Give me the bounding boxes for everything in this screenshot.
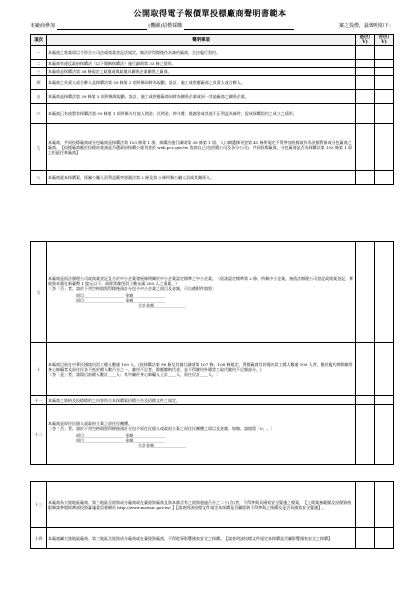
yes-checkbox-cell[interactable]: [356, 171, 375, 185]
row-text: 本廠商已有或將有採購法第 59 條第 1 項所稱支付他人佣金、比例金、仲介費、後謝金或其他不正利益為條件，促成採購契約之成立之情形。: [47, 104, 356, 124]
table-row: [31, 528, 394, 549]
row-text: 本廠商為大陸地區廠商、第三地區含陸資成分廠商或在臺陸資廠商且資本額含有之陸資超過百分之二十(含)者，不得參與具國家安全疑慮之標案，【上開業務範圍及投標資格限制請參閱經濟部投資審議委員會網站 http://www.moeaic.gov.tw/ 】【請查明該投標文件規定本採購是否屬陸資不得參與之採購及是否具國家安全疑慮】。: [47, 482, 356, 528]
row-number: 三: [31, 68, 47, 76]
total-amount-line[interactable]: 合計金額＿＿＿＿＿＿＿＿: [138, 303, 186, 308]
header-no: 否(打V): [375, 35, 394, 46]
header-item: 項次: [31, 35, 47, 46]
no-checkbox-cell[interactable]: [375, 171, 394, 185]
row-text: 本廠商、共同投標廠商或分包廠商是採購法第 103 條第 1 項、採購法施行細則第 38 條第 1 項、入口網選擇刊登第 41 條所規定不得參加投標或作為決標對象或分包廠商之廠商。【投標廠商應於投標前查詢是否遭政府採購公報刊登於 web.pcc.gov.tw 查詢自己(包括總公司及各分公司)、共同投標廠商、分包廠商是否為採購法第 103 條第 1 項之拒絕往來廠商】: [47, 124, 356, 171]
yes-checkbox-cell[interactable]: [356, 343, 375, 396]
no-checkbox-cell[interactable]: [375, 242, 394, 343]
yes-checkbox-cell[interactable]: [356, 482, 375, 528]
row-main-text: 本廠商是原住民個人或政府立案之原住民團體。: [48, 421, 132, 426]
no-checkbox-cell[interactable]: [375, 90, 394, 104]
intro-case-suffix: 案之投標，茲聲明如下：: [338, 23, 394, 29]
no-checkbox-cell[interactable]: [375, 124, 394, 171]
table-row: [31, 482, 394, 528]
item-line[interactable]: 項目＿＿＿＿＿＿＿＿＿＿ 金額＿＿＿＿＿＿＿＿: [76, 293, 166, 298]
table-row: [31, 343, 394, 396]
no-checkbox-cell[interactable]: [375, 528, 394, 549]
no-checkbox-cell[interactable]: [375, 68, 394, 76]
yes-checkbox-cell[interactable]: [356, 68, 375, 76]
row-text: 本廠商就本採購案，係屬公職人員利益衝突迴避法第 2 條及第 3 條所稱公職人員或其關係人。: [47, 171, 356, 185]
table-row: [31, 171, 394, 185]
no-checkbox-cell[interactable]: [375, 482, 394, 528]
no-checkbox-cell[interactable]: [375, 46, 394, 60]
yes-checkbox-cell[interactable]: [356, 104, 375, 124]
row-text: 本廠商屬大陸地區廠商、第三地區含陸資成分廠商或在臺陸資廠商，不得從事影響國家安全之採購。【請查明該投標文件規定本採購是否屬影響國家安全之採購】: [47, 528, 356, 549]
item-line[interactable]: 項目＿＿＿＿＿＿＿＿＿＿ 金額＿＿＿＿＿＿＿＿: [76, 433, 166, 438]
table-row: [31, 90, 394, 104]
table-row: [31, 104, 394, 124]
table-header: [31, 35, 394, 46]
row-number: 一: [31, 46, 47, 60]
table-row: [31, 76, 394, 90]
row-number: 七: [31, 124, 47, 171]
yes-checkbox-cell[interactable]: [356, 46, 375, 60]
row-note-text: 〔答「否」者，請於下列空格填寫得標後預計分包予中小企業之項目及金額，可自備附件填寫〕: [48, 286, 216, 291]
row-text: 本廠商之營業項目不符合公司法或商業登記法規定，無法於得標後作為簽約廠商，合法履行契約。: [47, 46, 356, 60]
row-text: [47, 405, 356, 465]
row-text: [47, 343, 356, 396]
no-checkbox-cell[interactable]: [375, 104, 394, 124]
header-matter: 聲明事項: [47, 35, 356, 46]
intro-agency-suffix: (機關)招標採購: [148, 23, 183, 29]
no-checkbox-cell[interactable]: [375, 76, 394, 90]
no-checkbox-cell[interactable]: [375, 60, 394, 68]
table-row: [31, 46, 394, 60]
declaration-table-3: [30, 481, 394, 549]
no-checkbox-cell[interactable]: [375, 405, 394, 465]
row-text: 本廠商是採購法第 38 條規定之政黨或與政黨具關係企業關係之廠商。: [47, 68, 356, 76]
row-number: 十二: [31, 405, 47, 465]
row-number: 八: [31, 171, 47, 185]
declaration-table-2: [30, 241, 394, 465]
table-row: [31, 242, 394, 343]
row-number: 四: [31, 76, 47, 90]
row-number: 十一: [31, 396, 47, 405]
row-number: 二: [31, 60, 47, 68]
agency-name-field[interactable]: [57, 24, 147, 30]
row-number: 十: [31, 343, 47, 396]
form-title: 公開取得電子報價單投標廠商聲明書範本: [133, 8, 287, 18]
table-row: [31, 124, 394, 171]
row-text: [47, 242, 356, 343]
row-main-text: 本廠商目前在中華民國境內員工總人數逾 100 人。(依採購法第 98 條及其施行細則第 107 條、108 條規定，得標廠商其於國內員工總人數逾 100 人者，應於履約期間僱用身心障礙者及原住民各不低於總人數百分之一，僱用不足者，除應繳納代金，並不得僱用外籍勞工取代僱用不足額部分。): [48, 361, 353, 372]
row-number: 十三: [31, 482, 47, 528]
row-number: 十四: [31, 528, 47, 549]
yes-checkbox-cell[interactable]: [356, 124, 375, 171]
yes-checkbox-cell[interactable]: [356, 90, 375, 104]
no-checkbox-cell[interactable]: [375, 343, 394, 396]
case-name-field[interactable]: [184, 24, 294, 30]
row-number: 五: [31, 90, 47, 104]
yes-checkbox-cell[interactable]: [356, 396, 375, 405]
row-number: 六: [31, 104, 47, 124]
yes-checkbox-cell[interactable]: [356, 528, 375, 549]
row-text: 本廠商之資格及投標標的之內容符合本採購案招標公告及招標文件之規定。: [47, 396, 356, 405]
yes-checkbox-cell[interactable]: [356, 405, 375, 465]
row-text: 本廠商之負責人或合夥人是採購法第 39 條第 2 項所稱同時為規劃、設計、施工或供應廠商之負責人或合夥人。: [47, 76, 356, 90]
item-line[interactable]: 項目＿＿＿＿＿＿＿＿＿＿ 金額＿＿＿＿＿＿＿＿: [76, 438, 166, 443]
row-text: 本廠商是採購法第 39 條第 3 項所稱與規劃、設計、施工或供應廠商同時為關係企業或同一其他廠商之關係企業。: [47, 90, 356, 104]
yes-checkbox-cell[interactable]: [356, 242, 375, 343]
row-note-text: 〔答「否」者，請於下列空格填寫得標後預計分包予原住民個人或政府立案之原住民團體之項目及金額，如無，請填寫「0」。〕: [48, 426, 275, 431]
declaration-table-1: [30, 34, 394, 185]
row-number: 九: [31, 242, 47, 343]
table-row: [31, 68, 394, 76]
row-main-text: 本廠商是依法辦理公司或商業登記且合於中小企業發展條例關於中小企業認定標準之中小企業。（依該認定標準第 2 條，所稱中小企業，指依法辦理公司登記或商業登記，實收資本額在新臺幣 1 億元以下，或經常僱用員工數未滿 200 人之事業。）: [48, 276, 354, 286]
header-yes: 是(打V): [356, 35, 375, 46]
yes-checkbox-cell[interactable]: [356, 76, 375, 90]
intro-agency-prefix: 本廠商參加: [30, 23, 56, 29]
table-row: [31, 60, 394, 68]
yes-checkbox-cell[interactable]: [356, 60, 375, 68]
total-amount-line[interactable]: 合計金額＿＿＿＿＿＿＿＿: [138, 443, 186, 448]
intro-line: [30, 23, 394, 30]
table-row: [31, 396, 394, 405]
row-note-text: 〔答「是」者，請填目前總人數計＿＿人；其中屬於身心障礙人士計＿＿人、原住民計＿＿人。〕: [48, 371, 220, 377]
no-checkbox-cell[interactable]: [375, 396, 394, 405]
row-text: 本廠商有違反政府採購法（以下簡稱採購法）施行細則第 33 條之情形。: [47, 60, 356, 68]
table-row: [31, 405, 394, 465]
item-line[interactable]: 項目＿＿＿＿＿＿＿＿＿＿ 金額＿＿＿＿＿＿＿＿: [76, 298, 166, 303]
